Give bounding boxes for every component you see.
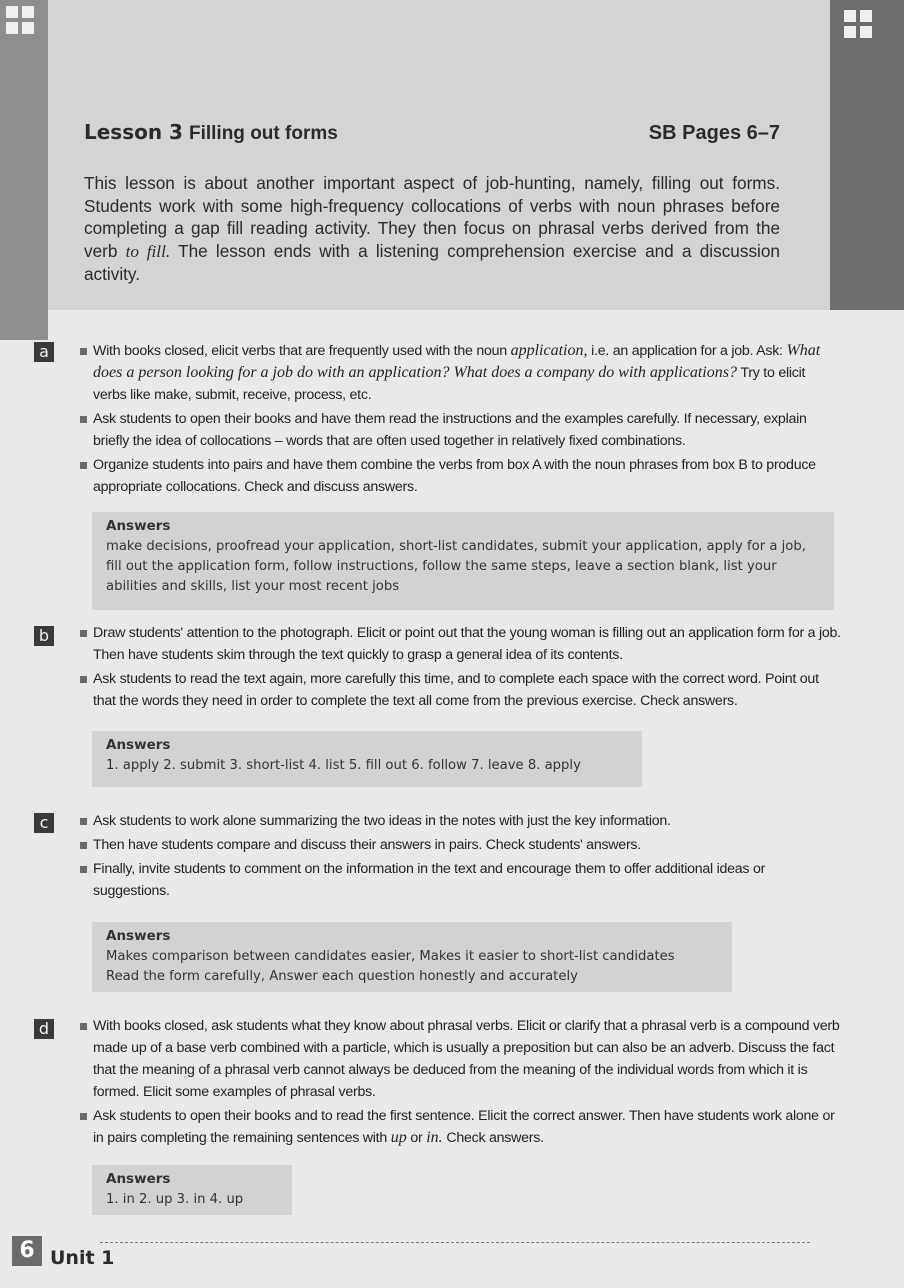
bullet-text: Try to elicit verbs like make, submit, receive, process, etc.: [93, 365, 806, 403]
grid-icon: [6, 6, 34, 34]
bullet-text: With books closed, elicit verbs that are frequently used with the noun: [93, 343, 511, 359]
section-d-bullets: [78, 1015, 842, 1151]
answers-box-c: [92, 922, 732, 992]
list-item: Draw students' attention to the photograph. Elicit or point out that the young woman is filling out an application form for a job. Then have students skim through the text quickly to grasp a general idea of its contents.: [78, 622, 842, 666]
list-item: Then have students compare and discuss their answers in pairs. Check students' answers.: [78, 834, 842, 856]
list-item: Organize students into pairs and have them combine the verbs from box A with the noun phrases from box B to produce appropriate collocations. Check and discuss answers.: [78, 454, 842, 498]
bullet-italic: up: [390, 1129, 407, 1146]
list-item: [78, 340, 842, 406]
section-label-b: b: [34, 626, 54, 646]
bullet-italic: What does a person looking for a job do with an application? What does a company do with applications?: [93, 342, 821, 381]
answers-heading: Answers: [106, 928, 171, 944]
answers-box-a: [92, 512, 834, 610]
answers-box-b: [92, 731, 642, 787]
lesson-number: Lesson 3: [84, 120, 183, 144]
section-label-a: a: [34, 342, 54, 362]
list-item: [78, 1105, 842, 1149]
section-label-c: c: [34, 813, 54, 833]
list-item: Ask students to read the text again, more carefully this time, and to complete each space with the correct word. Point out that the words they need in order to complete the text all come from the previous exercise. Check answers.: [78, 668, 842, 712]
list-item: Ask students to open their books and have them read the instructions and the examples carefully. If necessary, explain briefly the idea of collocations – words that are often used together in relatively fixed combinations.: [78, 408, 842, 452]
answers-text: 1. in 2. up 3. in 4. up: [106, 1192, 244, 1207]
lesson-title: [84, 120, 338, 145]
student-book-pages: SB Pages 6–7: [648, 122, 780, 144]
bullet-text: Ask students to open their books and to read the first sentence. Elicit the correct answer. Then have students work alone or in pairs completing the remaining sentences with: [93, 1108, 835, 1146]
page-number: 6: [12, 1236, 42, 1266]
section-a-bullets: [78, 340, 842, 500]
bullet-italic: in.: [426, 1129, 443, 1146]
intro-italic: to fill.: [125, 241, 171, 261]
answers-heading: Answers: [106, 518, 171, 534]
unit-label: Unit 1: [50, 1247, 115, 1269]
answers-heading: Answers: [106, 737, 171, 753]
answers-text: Makes comparison between candidates easier, Makes it easier to short-list candidates: [106, 949, 675, 964]
grid-icon: [844, 10, 872, 38]
answers-text: make decisions, proofread your application, short-list candidates, submit your application, apply for a job, fill out the application form, follow instructions, follow the same steps, leave a section blank, list your abilities and skills, list your most recent jobs: [106, 539, 806, 594]
lesson-subtitle: Filling out forms: [188, 123, 338, 144]
list-item: Ask students to work alone summarizing the two ideas in the notes with just the key information.: [78, 810, 842, 832]
answers-text: 1. apply 2. submit 3. short-list 4. list 5. fill out 6. follow 7. leave 8. apply: [106, 758, 581, 773]
right-edge-strip: [830, 0, 904, 310]
list-item: Finally, invite students to comment on the information in the text and encourage them to offer additional ideas or suggestions.: [78, 858, 842, 902]
bullet-text: or: [406, 1130, 427, 1146]
lesson-intro: [84, 172, 780, 286]
section-c-bullets: [78, 810, 842, 904]
intro-text-end: The lesson ends with a listening comprehension exercise and a discussion activity.: [84, 240, 780, 284]
answers-text: Read the form carefully, Answer each question honestly and accurately: [106, 969, 578, 984]
section-label-d: d: [34, 1019, 54, 1039]
bullet-text: i.e. an application for a job. Ask:: [587, 343, 787, 359]
intro-text: This lesson is about another important aspect of job-hunting, namely, filling out forms. Students work with some high-frequency collocations of verbs with noun phrases before completing a gap fill reading activity. They then focus on phrasal verbs derived from the verb: [84, 173, 780, 261]
bullet-text: Check answers.: [442, 1130, 544, 1146]
list-item: With books closed, ask students what they know about phrasal verbs. Elicit or clarify that a phrasal verb is a compound verb made up of a base verb combined with a particle, which is usually a preposition but can also be an adverb. Discuss the fact that the meaning of a phrasal verb cannot always be deduced from the meaning of the individual words from which it is formed. Elicit some examples of phrasal verbs.: [78, 1015, 842, 1103]
answers-heading: Answers: [106, 1171, 171, 1187]
bullet-italic: application,: [510, 342, 588, 359]
section-b-bullets: [78, 622, 842, 714]
left-edge-strip: [0, 0, 48, 340]
footer-divider: [100, 1242, 810, 1243]
answers-box-d: [92, 1165, 292, 1215]
